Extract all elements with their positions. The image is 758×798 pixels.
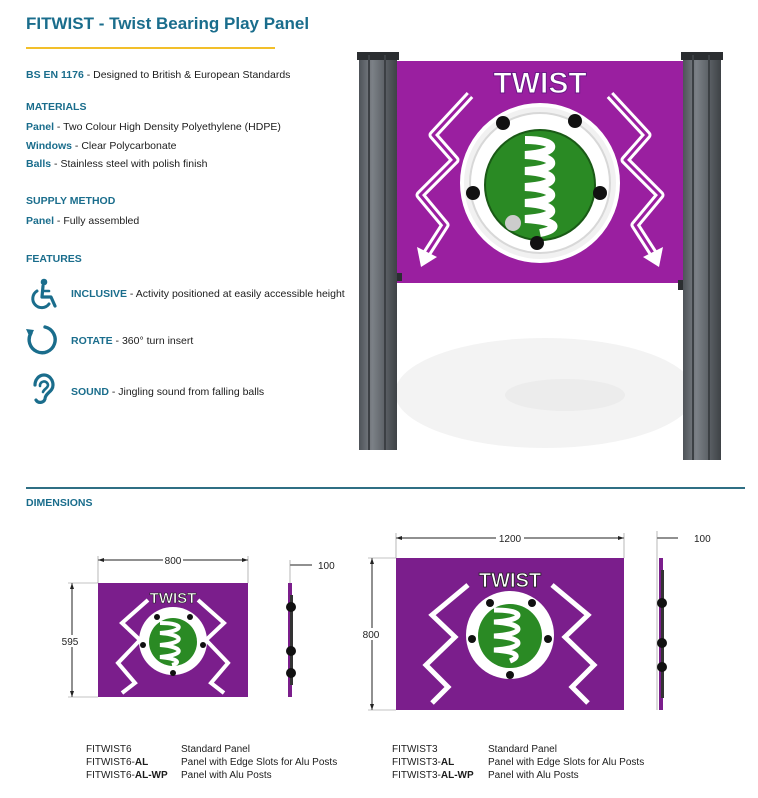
standard-code: BS EN 1176: [26, 69, 84, 81]
standard-text: - Designed to British & European Standards: [83, 69, 291, 81]
code-row: [392, 756, 454, 769]
code-base: FITWIST3: [392, 744, 438, 755]
code-base: FITWIST3-: [392, 770, 441, 781]
large-width-label: 1200: [498, 534, 522, 545]
materials-label: Windows: [26, 140, 72, 152]
wheelchair-icon: [26, 277, 60, 311]
feature-label: SOUND: [71, 386, 109, 398]
supply-label: Panel: [26, 215, 55, 227]
large-panel-drawing: [360, 525, 730, 720]
features-heading: FEATURES: [26, 253, 82, 265]
section-divider: [26, 487, 745, 489]
small-depth-label: 100: [318, 561, 335, 572]
code-desc: Panel with Alu Posts: [488, 770, 579, 781]
code-base: FITWIST6-: [86, 770, 135, 781]
materials-label: Balls: [26, 158, 52, 170]
code-base: FITWIST6-: [86, 757, 135, 768]
code-base: FITWIST6: [86, 744, 132, 755]
feature-inclusive: [71, 288, 345, 300]
small-height-label: 595: [61, 637, 79, 648]
panel-word: TWIST: [493, 67, 587, 100]
feature-label: ROTATE: [71, 335, 113, 347]
large-panel-word: TWIST: [478, 570, 542, 592]
small-width-label: 800: [164, 556, 182, 567]
small-panel-drawing: [60, 555, 360, 715]
code-suffix: AL-WP: [134, 770, 168, 781]
feature-sound: [71, 386, 264, 398]
supply-item: [26, 215, 139, 227]
code-desc: Standard Panel: [181, 744, 250, 755]
feature-label: INCLUSIVE: [71, 288, 128, 300]
materials-item: [26, 158, 208, 170]
materials-item: [26, 140, 176, 152]
code-suffix: AL: [134, 757, 149, 768]
supply-heading: SUPPLY METHOD: [26, 195, 116, 207]
supply-text: - Fully assembled: [54, 215, 140, 227]
code-desc: Panel with Edge Slots for Alu Posts: [181, 757, 338, 768]
materials-item: [26, 121, 281, 133]
materials-heading: MATERIALS: [26, 101, 87, 113]
feature-text: - Activity positioned at easily accessible height: [127, 288, 345, 300]
ear-icon: [26, 372, 60, 406]
code-desc: Standard Panel: [488, 744, 557, 755]
feature-text: - Jingling sound from falling balls: [108, 386, 265, 398]
code-row: [86, 769, 168, 782]
code-desc: Panel with Alu Posts: [181, 770, 272, 781]
materials-text: - Two Colour High Density Polyethylene (HDPE): [54, 121, 281, 133]
large-depth-label: 100: [694, 534, 711, 545]
feature-rotate: [71, 335, 193, 347]
title-underline: [26, 47, 275, 49]
code-desc: Panel with Edge Slots for Alu Posts: [488, 757, 645, 768]
standard-line: [26, 69, 290, 81]
materials-text: - Clear Polycarbonate: [71, 140, 177, 152]
code-row: [392, 769, 474, 782]
large-height-label: 800: [362, 630, 380, 641]
feature-text: - 360° turn insert: [112, 335, 194, 347]
code-row: [392, 743, 438, 756]
code-row: [86, 743, 132, 756]
code-suffix: AL: [440, 757, 455, 768]
code-base: FITWIST3-: [392, 757, 441, 768]
product-image: [345, 35, 735, 475]
dimensions-heading: DIMENSIONS: [26, 497, 93, 509]
rotate-icon: [24, 323, 58, 357]
code-suffix: AL-WP: [440, 770, 474, 781]
code-row: [86, 756, 148, 769]
materials-label: Panel: [26, 121, 55, 133]
page-title: FITWIST - Twist Bearing Play Panel: [26, 14, 310, 33]
materials-text: - Stainless steel with polish finish: [51, 158, 208, 170]
small-panel-word: TWIST: [149, 590, 197, 607]
